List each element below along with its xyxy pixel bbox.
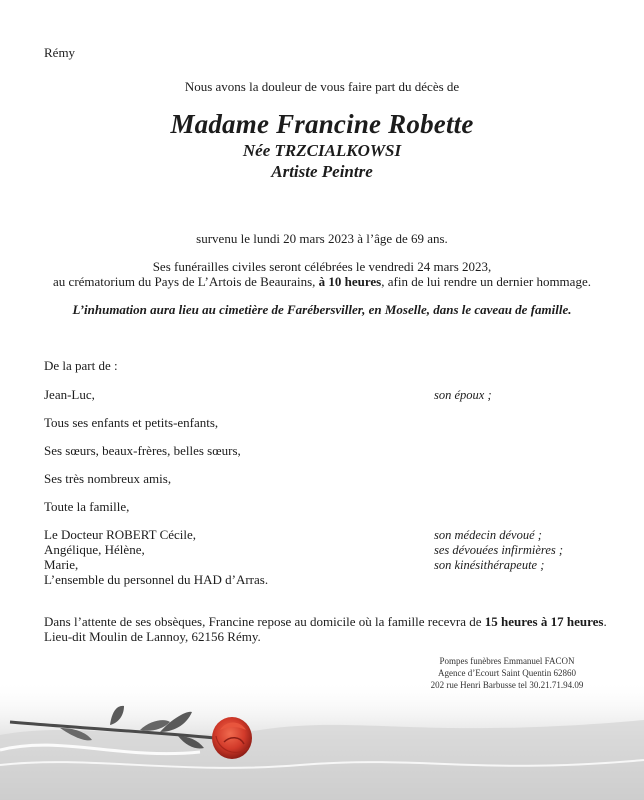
funeral-place: au crématorium du Pays de L’Artois de Beaurains, — [53, 274, 319, 289]
funeral-line-1: Ses funérailles civiles seront célébrées le vendredi 24 mars 2023, — [152, 259, 492, 274]
funeral-time: à 10 heures — [318, 274, 382, 289]
doctor-name: Le Docteur ROBERT Cécile, — [44, 527, 197, 542]
rest-text: Dans l’attente de ses obsèques, Francine repose au domicile où la famille recevra de — [44, 614, 485, 629]
nurses-names: Angélique, Hélène, — [44, 542, 145, 557]
funeral-purpose: , afin de lui rendre un dernier hommage. — [381, 274, 591, 289]
physio-role: son kinésithérapeute ; — [434, 558, 545, 572]
friends-line: Ses très nombreux amis, — [44, 471, 172, 486]
staff-line: L’ensemble du personnel du HAD d’Arras. — [44, 572, 269, 587]
husband-role: son époux ; — [434, 388, 492, 402]
intro-text: Nous avons la douleur de vous faire part du décès de — [184, 79, 460, 94]
husband-name: Jean-Luc, — [44, 387, 95, 402]
funeral-line-2 — [0, 274, 644, 290]
deceased-name: Madame Francine Robette — [170, 109, 474, 139]
from-label: De la part de : — [44, 358, 118, 373]
death-date: survenu le lundi 20 mars 2023 à l’âge de 69 ans. — [196, 231, 448, 246]
profession: Artiste Peintre — [271, 162, 373, 181]
funeral-home-address: 202 rue Henri Barbusse tel 30.21.71.94.09 — [430, 680, 584, 690]
funeral-home-name: Pompes funèbres Emmanuel FACON — [439, 656, 575, 666]
burial-notice: L’inhumation aura lieu au cimetière de Farébersviller, en Moselle, dans le caveau de famille. — [72, 302, 572, 317]
village-name: Rémy — [44, 45, 76, 60]
funeral-home-agency: Agence d’Ecourt Saint Quentin 62860 — [438, 668, 576, 678]
rest-period: . — [603, 614, 607, 629]
rest-address: Lieu-dit Moulin de Lannoy, 62156 Rémy. — [44, 629, 261, 644]
nurses-role: ses dévouées infirmières ; — [434, 543, 564, 557]
visiting-hours: 15 heures à 17 heures — [484, 614, 604, 629]
doctor-role: son médecin dévoué ; — [434, 528, 542, 542]
siblings-line: Ses sœurs, beaux-frères, belles sœurs, — [44, 443, 241, 458]
children-line: Tous ses enfants et petits-enfants, — [44, 415, 219, 430]
physio-name: Marie, — [44, 557, 79, 572]
family-line: Toute la famille, — [44, 499, 130, 514]
maiden-name: Née TRZCIALKOWSI — [242, 141, 402, 160]
